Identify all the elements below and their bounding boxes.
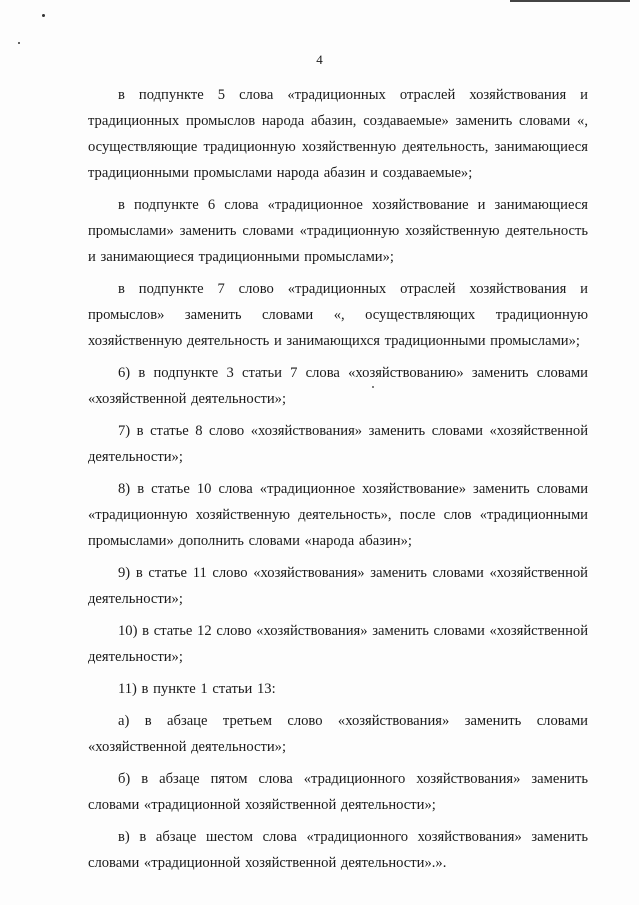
amendment-paragraph: в подпункте 7 слово «традиционных отраслей хозяйствования и промыслов» заменить словами «, осуществляющих традиционную хозяйственную деятельность и занимающихся традиционными промыслами»; (88, 281, 588, 349)
amendment-paragraph: в) в абзаце шестом слова «традиционного хозяйствования» заменить словами «традиционной хозяйственной деятельности».». (88, 829, 588, 871)
amendment-paragraph: 11) в пункте 1 статьи 13: (118, 681, 276, 697)
amendment-paragraph: 9) в статье 11 слово «хозяйствования» заменить словами «хозяйственной деятельности»; (88, 565, 588, 607)
amendment-paragraph: а) в абзаце третьем слово «хозяйствования» заменить словами «хозяйственной деятельности»; (88, 713, 588, 755)
amendment-paragraph: б) в абзаце пятом слова «традиционного хозяйствования» заменить словами «традиционной хозяйственной деятельности»; (88, 771, 588, 813)
document-body (88, 82, 588, 882)
scan-speck (42, 14, 45, 17)
amendment-paragraph: в подпункте 5 слова «традиционных отраслей хозяйствования и традиционных промыслов народа абазин, создаваемые» заменить словами «, осуществляющие традиционную хозяйственную деятельность, занимающиеся традиционными промыслами народа абазин и создаваемые»; (88, 87, 588, 181)
amendment-paragraph: в подпункте 6 слова «традиционное хозяйствование и занимающиеся промыслами» заменить словами «традиционную хозяйственную деятельность и занимающиеся традиционными промыслами»; (88, 197, 588, 265)
amendment-paragraph: 6) в подпункте 3 статьи 7 слова «хозяйствованию» заменить словами «хозяйственной деятельности»; (88, 365, 588, 407)
scan-edge-line (510, 0, 630, 2)
page-number: 4 (316, 52, 323, 67)
amendment-paragraph: 8) в статье 10 слова «традиционное хозяйствование» заменить словами «традиционную хозяйственную деятельность», после слов «традиционными промыслами» дополнить словами «народа абазин»; (88, 481, 588, 549)
scan-speck (18, 42, 20, 44)
amendment-paragraph: 7) в статье 8 слово «хозяйствования» заменить словами «хозяйственной деятельности»; (88, 423, 588, 465)
amendment-paragraph: 10) в статье 12 слово «хозяйствования» заменить словами «хозяйственной деятельности»; (88, 623, 588, 665)
